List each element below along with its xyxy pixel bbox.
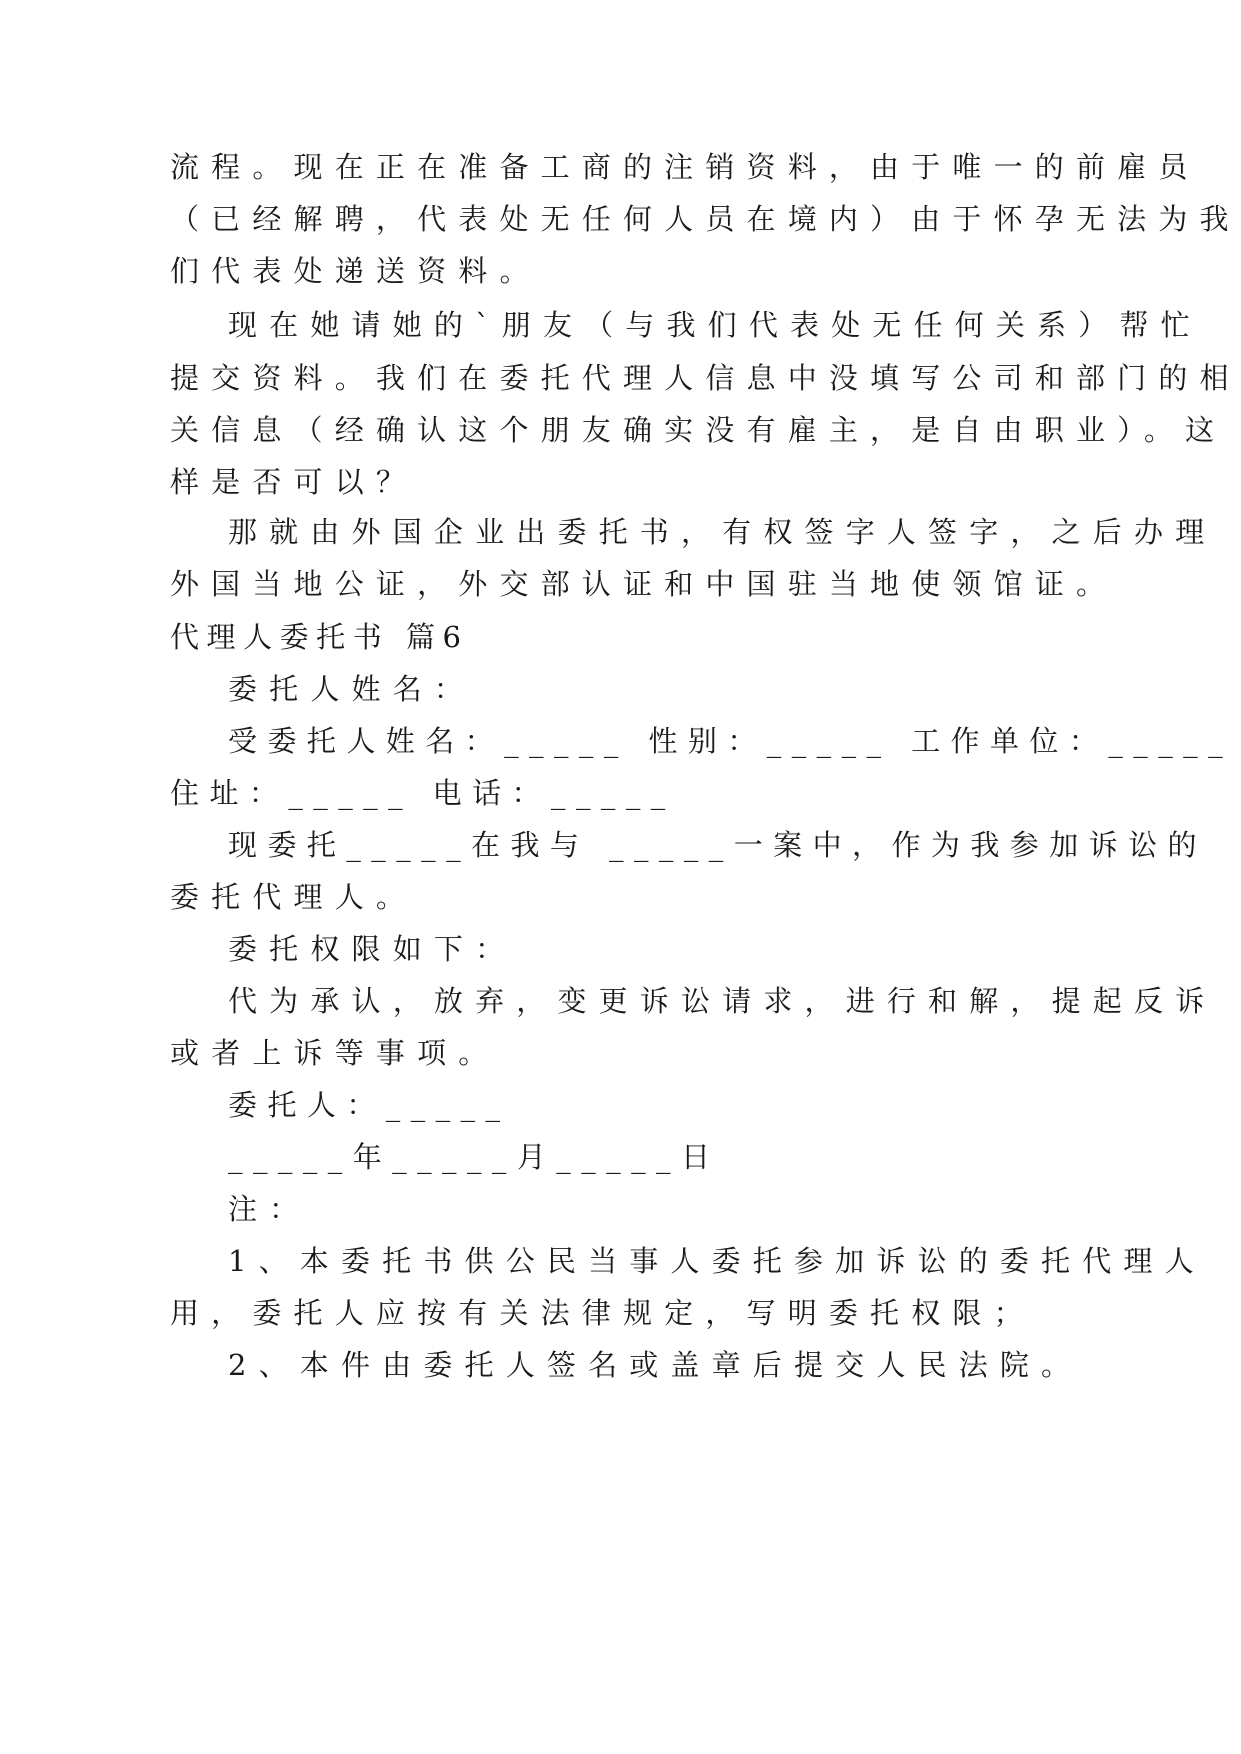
date-line: _____年_____月_____日 — [228, 1140, 721, 1174]
note-item-2: 2、本件由委托人签名或盖章后提交人民法院。 — [228, 1348, 1083, 1382]
text-line-15: 委托代理人。 — [170, 880, 418, 914]
text-line-16: 委托权限如下： — [228, 932, 517, 966]
text-line-19: 委托人：_____ — [228, 1088, 511, 1122]
text-line-2: （已经解聘，代表处无任何人员在境内）由于怀孕无法为我 — [170, 202, 1241, 236]
note-label: 注： — [228, 1192, 311, 1226]
text-line-4: 现在她请她的`朋友（与我们代表处无任何关系）帮忙 — [228, 308, 1202, 342]
text-line-8: 那就由外国企业出委托书，有权签字人签字，之后办理 — [228, 515, 1217, 549]
note-item-1-cont: 用，委托人应按有关法律规定，写明委托权限； — [170, 1296, 1035, 1330]
text-line-9: 外国当地公证，外交部认证和中国驻当地使领馆证。 — [170, 567, 1118, 601]
text-line-14: 现委托_____在我与 _____一案中，作为我参加诉讼的 — [228, 828, 1207, 862]
text-line-5: 提交资料。我们在委托代理人信息中没填写公司和部门的相 — [170, 361, 1241, 395]
text-line-7: 样是否可以？ — [170, 465, 418, 499]
section-heading: 代理人委托书 篇6 — [170, 620, 469, 654]
text-line-11: 委托人姓名： — [228, 672, 476, 706]
text-line-18: 或者上诉等事项。 — [170, 1036, 500, 1070]
text-line-13: 住址：_____ 电话：_____ — [170, 776, 676, 810]
text-line-3: 们代表处递送资料。 — [170, 254, 541, 288]
text-line-17: 代为承认，放弃，变更诉讼请求，进行和解，提起反诉 — [228, 984, 1217, 1018]
note-item-1: 1、本委托书供公民当事人委托参加诉讼的委托代理人 — [228, 1244, 1206, 1278]
text-line-6: 关信息（经确认这个朋友确实没有雇主，是自由职业）。这 — [170, 413, 1227, 447]
text-line-1: 流程。现在正在准备工商的注销资料，由于唯一的前雇员 — [170, 150, 1200, 184]
text-line-12: 受委托人姓名：_____ 性别：_____ 工作单位：_____ — [228, 724, 1234, 758]
